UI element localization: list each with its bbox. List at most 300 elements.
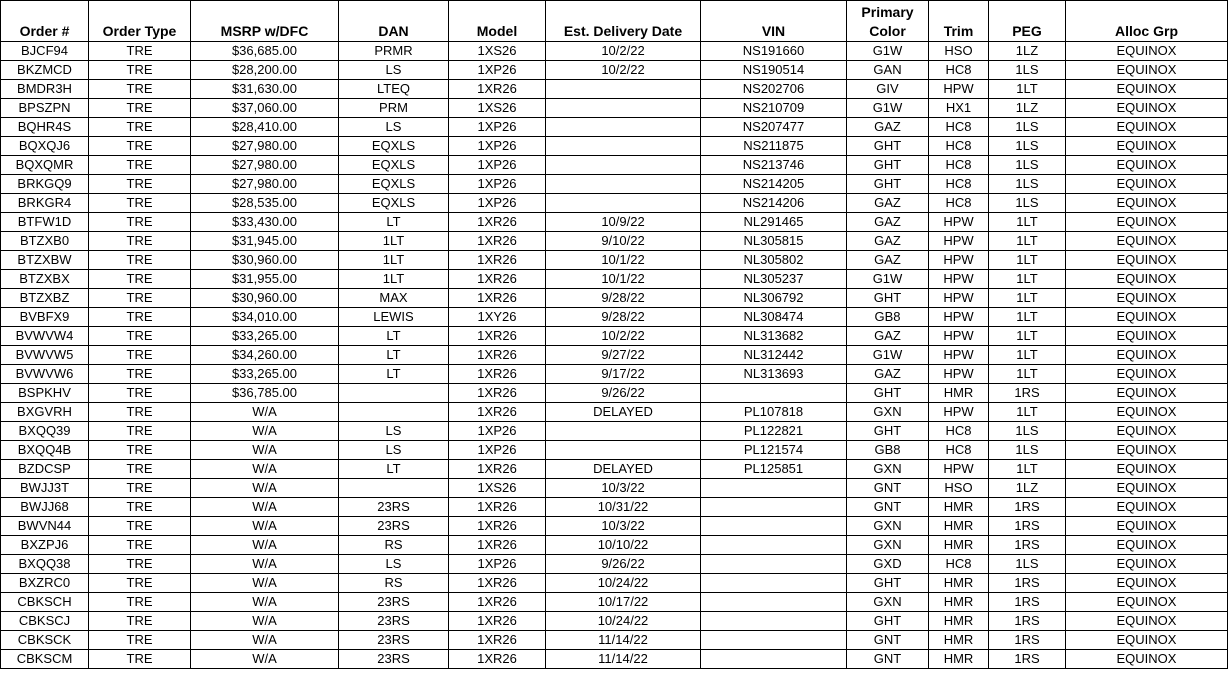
cell-peg[interactable]: 1LT [989, 403, 1066, 422]
cell-trim[interactable]: HPW [929, 403, 989, 422]
cell-alloc-grp[interactable]: EQUINOX [1066, 403, 1228, 422]
cell-peg[interactable]: 1LT [989, 365, 1066, 384]
cell-peg[interactable]: 1RS [989, 650, 1066, 669]
col-header-order[interactable]: Order # [1, 1, 89, 42]
cell-dan[interactable]: LT [339, 460, 449, 479]
cell-order-type[interactable]: TRE [89, 270, 191, 289]
cell-primary-color[interactable]: GAZ [847, 251, 929, 270]
cell-trim[interactable]: HMR [929, 517, 989, 536]
cell-alloc-grp[interactable]: EQUINOX [1066, 346, 1228, 365]
cell-peg[interactable]: 1RS [989, 631, 1066, 650]
cell-alloc-grp[interactable]: EQUINOX [1066, 441, 1228, 460]
cell-dan[interactable]: 1LT [339, 232, 449, 251]
cell-primary-color[interactable]: GAZ [847, 118, 929, 137]
cell-primary-color[interactable]: GNT [847, 631, 929, 650]
cell-order-type[interactable]: TRE [89, 593, 191, 612]
cell-est-delivery[interactable]: 9/27/22 [546, 346, 701, 365]
cell-order[interactable]: BRKGR4 [1, 194, 89, 213]
cell-msrp[interactable]: W/A [191, 536, 339, 555]
cell-model[interactable]: 1XR26 [449, 574, 546, 593]
cell-msrp[interactable]: $30,960.00 [191, 251, 339, 270]
cell-trim[interactable]: HC8 [929, 118, 989, 137]
cell-order-type[interactable]: TRE [89, 536, 191, 555]
cell-model[interactable]: 1XR26 [449, 346, 546, 365]
cell-est-delivery[interactable]: 10/2/22 [546, 61, 701, 80]
cell-vin[interactable] [701, 631, 847, 650]
cell-model[interactable]: 1XP26 [449, 441, 546, 460]
cell-primary-color[interactable]: GAZ [847, 327, 929, 346]
cell-trim[interactable]: HPW [929, 346, 989, 365]
cell-primary-color[interactable]: GNT [847, 498, 929, 517]
cell-peg[interactable]: 1LT [989, 80, 1066, 99]
col-header-order-type[interactable]: Order Type [89, 1, 191, 42]
cell-vin[interactable] [701, 498, 847, 517]
cell-primary-color[interactable]: GXN [847, 403, 929, 422]
cell-msrp[interactable]: $31,955.00 [191, 270, 339, 289]
cell-vin[interactable]: NS191660 [701, 42, 847, 61]
cell-msrp[interactable]: $31,945.00 [191, 232, 339, 251]
cell-model[interactable]: 1XR26 [449, 460, 546, 479]
cell-msrp[interactable]: W/A [191, 403, 339, 422]
cell-model[interactable]: 1XR26 [449, 365, 546, 384]
cell-primary-color[interactable]: GHT [847, 156, 929, 175]
cell-order[interactable]: BKZMCD [1, 61, 89, 80]
cell-order-type[interactable]: TRE [89, 403, 191, 422]
cell-est-delivery[interactable]: 9/17/22 [546, 365, 701, 384]
cell-vin[interactable] [701, 384, 847, 403]
cell-vin[interactable]: NL305815 [701, 232, 847, 251]
cell-peg[interactable]: 1LT [989, 270, 1066, 289]
cell-dan[interactable]: PRM [339, 99, 449, 118]
cell-primary-color[interactable]: G1W [847, 270, 929, 289]
cell-est-delivery[interactable] [546, 422, 701, 441]
cell-order-type[interactable]: TRE [89, 517, 191, 536]
col-header-est-delivery[interactable]: Est. Delivery Date [546, 1, 701, 42]
cell-peg[interactable]: 1LS [989, 156, 1066, 175]
cell-trim[interactable]: HC8 [929, 156, 989, 175]
cell-primary-color[interactable]: G1W [847, 42, 929, 61]
cell-vin[interactable]: NS210709 [701, 99, 847, 118]
cell-vin[interactable]: NL291465 [701, 213, 847, 232]
cell-order[interactable]: BVWVW4 [1, 327, 89, 346]
cell-primary-color[interactable]: GIV [847, 80, 929, 99]
cell-alloc-grp[interactable]: EQUINOX [1066, 517, 1228, 536]
cell-dan[interactable]: LS [339, 422, 449, 441]
cell-dan[interactable]: EQXLS [339, 156, 449, 175]
cell-trim[interactable]: HPW [929, 232, 989, 251]
cell-order[interactable]: BSPKHV [1, 384, 89, 403]
cell-model[interactable]: 1XR26 [449, 593, 546, 612]
cell-peg[interactable]: 1LS [989, 175, 1066, 194]
cell-dan[interactable]: RS [339, 536, 449, 555]
cell-peg[interactable]: 1LS [989, 441, 1066, 460]
cell-peg[interactable]: 1RS [989, 612, 1066, 631]
cell-est-delivery[interactable]: 10/1/22 [546, 251, 701, 270]
cell-peg[interactable]: 1RS [989, 593, 1066, 612]
cell-order-type[interactable]: TRE [89, 99, 191, 118]
cell-order[interactable]: BWJJ68 [1, 498, 89, 517]
cell-est-delivery[interactable]: 10/2/22 [546, 327, 701, 346]
cell-msrp[interactable]: W/A [191, 517, 339, 536]
cell-trim[interactable]: HPW [929, 80, 989, 99]
col-header-model[interactable]: Model [449, 1, 546, 42]
col-header-alloc-grp[interactable]: Alloc Grp [1066, 1, 1228, 42]
cell-order[interactable]: BVBFX9 [1, 308, 89, 327]
cell-order[interactable]: BXQQ39 [1, 422, 89, 441]
cell-peg[interactable]: 1LT [989, 327, 1066, 346]
cell-est-delivery[interactable] [546, 80, 701, 99]
cell-alloc-grp[interactable]: EQUINOX [1066, 213, 1228, 232]
cell-vin[interactable]: NS214205 [701, 175, 847, 194]
cell-order[interactable]: BQXQMR [1, 156, 89, 175]
cell-msrp[interactable]: W/A [191, 422, 339, 441]
cell-order-type[interactable]: TRE [89, 346, 191, 365]
cell-est-delivery[interactable]: 11/14/22 [546, 631, 701, 650]
cell-alloc-grp[interactable]: EQUINOX [1066, 270, 1228, 289]
cell-est-delivery[interactable]: 9/26/22 [546, 384, 701, 403]
cell-order-type[interactable]: TRE [89, 213, 191, 232]
cell-dan[interactable]: LTEQ [339, 80, 449, 99]
cell-est-delivery[interactable]: 10/31/22 [546, 498, 701, 517]
cell-est-delivery[interactable]: 10/10/22 [546, 536, 701, 555]
cell-primary-color[interactable]: G1W [847, 99, 929, 118]
cell-order[interactable]: BXZPJ6 [1, 536, 89, 555]
cell-vin[interactable] [701, 536, 847, 555]
cell-model[interactable]: 1XP26 [449, 175, 546, 194]
cell-dan[interactable]: LS [339, 441, 449, 460]
cell-alloc-grp[interactable]: EQUINOX [1066, 650, 1228, 669]
cell-trim[interactable]: HPW [929, 308, 989, 327]
cell-order-type[interactable]: TRE [89, 612, 191, 631]
cell-model[interactable]: 1XP26 [449, 118, 546, 137]
cell-alloc-grp[interactable]: EQUINOX [1066, 327, 1228, 346]
cell-model[interactable]: 1XR26 [449, 289, 546, 308]
cell-trim[interactable]: HMR [929, 498, 989, 517]
cell-trim[interactable]: HC8 [929, 555, 989, 574]
cell-primary-color[interactable]: GAZ [847, 232, 929, 251]
cell-order[interactable]: BTZXB0 [1, 232, 89, 251]
cell-alloc-grp[interactable]: EQUINOX [1066, 631, 1228, 650]
cell-vin[interactable]: NS190514 [701, 61, 847, 80]
cell-vin[interactable] [701, 650, 847, 669]
cell-model[interactable]: 1XP26 [449, 194, 546, 213]
cell-order-type[interactable]: TRE [89, 251, 191, 270]
cell-peg[interactable]: 1RS [989, 384, 1066, 403]
cell-msrp[interactable]: $33,265.00 [191, 327, 339, 346]
cell-msrp[interactable]: $33,430.00 [191, 213, 339, 232]
cell-peg[interactable]: 1RS [989, 517, 1066, 536]
cell-order-type[interactable]: TRE [89, 80, 191, 99]
cell-msrp[interactable]: $28,535.00 [191, 194, 339, 213]
cell-model[interactable]: 1XS26 [449, 479, 546, 498]
cell-order-type[interactable]: TRE [89, 555, 191, 574]
cell-alloc-grp[interactable]: EQUINOX [1066, 42, 1228, 61]
cell-alloc-grp[interactable]: EQUINOX [1066, 308, 1228, 327]
cell-model[interactable]: 1XR26 [449, 232, 546, 251]
cell-peg[interactable]: 1LS [989, 61, 1066, 80]
cell-model[interactable]: 1XR26 [449, 403, 546, 422]
cell-peg[interactable]: 1LZ [989, 42, 1066, 61]
cell-est-delivery[interactable]: 10/3/22 [546, 517, 701, 536]
cell-dan[interactable]: PRMR [339, 42, 449, 61]
cell-dan[interactable]: LT [339, 327, 449, 346]
cell-est-delivery[interactable] [546, 99, 701, 118]
cell-order-type[interactable]: TRE [89, 498, 191, 517]
cell-order[interactable]: BZDCSP [1, 460, 89, 479]
cell-dan[interactable]: EQXLS [339, 194, 449, 213]
cell-order[interactable]: BPSZPN [1, 99, 89, 118]
cell-dan[interactable]: LS [339, 555, 449, 574]
cell-trim[interactable]: HMR [929, 536, 989, 555]
cell-dan[interactable]: LT [339, 365, 449, 384]
cell-msrp[interactable]: $27,980.00 [191, 156, 339, 175]
cell-order-type[interactable]: TRE [89, 422, 191, 441]
cell-trim[interactable]: HC8 [929, 175, 989, 194]
cell-trim[interactable]: HC8 [929, 194, 989, 213]
cell-alloc-grp[interactable]: EQUINOX [1066, 137, 1228, 156]
cell-alloc-grp[interactable]: EQUINOX [1066, 289, 1228, 308]
col-header-trim[interactable]: Trim [929, 1, 989, 42]
cell-est-delivery[interactable] [546, 137, 701, 156]
cell-order-type[interactable]: TRE [89, 574, 191, 593]
cell-primary-color[interactable]: GHT [847, 574, 929, 593]
cell-order-type[interactable]: TRE [89, 631, 191, 650]
cell-alloc-grp[interactable]: EQUINOX [1066, 479, 1228, 498]
cell-alloc-grp[interactable]: EQUINOX [1066, 498, 1228, 517]
cell-model[interactable]: 1XY26 [449, 308, 546, 327]
cell-primary-color[interactable]: GB8 [847, 308, 929, 327]
col-header-primary-color[interactable]: Primary Color [847, 1, 929, 42]
cell-msrp[interactable]: W/A [191, 498, 339, 517]
cell-msrp[interactable]: W/A [191, 479, 339, 498]
cell-primary-color[interactable]: GHT [847, 289, 929, 308]
cell-est-delivery[interactable] [546, 175, 701, 194]
cell-order-type[interactable]: TRE [89, 460, 191, 479]
cell-est-delivery[interactable]: DELAYED [546, 403, 701, 422]
cell-model[interactable]: 1XS26 [449, 99, 546, 118]
cell-dan[interactable]: LT [339, 213, 449, 232]
cell-vin[interactable]: NL306792 [701, 289, 847, 308]
cell-est-delivery[interactable]: 10/17/22 [546, 593, 701, 612]
cell-primary-color[interactable]: GNT [847, 479, 929, 498]
cell-trim[interactable]: HMR [929, 612, 989, 631]
cell-vin[interactable] [701, 612, 847, 631]
cell-peg[interactable]: 1LT [989, 308, 1066, 327]
cell-model[interactable]: 1XR26 [449, 384, 546, 403]
cell-dan[interactable]: LEWIS [339, 308, 449, 327]
cell-order[interactable]: BQXQJ6 [1, 137, 89, 156]
cell-primary-color[interactable]: GXN [847, 536, 929, 555]
cell-msrp[interactable]: W/A [191, 631, 339, 650]
cell-dan[interactable]: 23RS [339, 498, 449, 517]
cell-alloc-grp[interactable]: EQUINOX [1066, 460, 1228, 479]
cell-order[interactable]: BWVN44 [1, 517, 89, 536]
cell-peg[interactable]: 1LS [989, 194, 1066, 213]
cell-order-type[interactable]: TRE [89, 137, 191, 156]
cell-peg[interactable]: 1LT [989, 213, 1066, 232]
cell-peg[interactable]: 1LT [989, 251, 1066, 270]
cell-dan[interactable]: 23RS [339, 517, 449, 536]
cell-order-type[interactable]: TRE [89, 118, 191, 137]
cell-trim[interactable]: HMR [929, 650, 989, 669]
cell-vin[interactable]: NS213746 [701, 156, 847, 175]
cell-order[interactable]: BVWVW5 [1, 346, 89, 365]
cell-trim[interactable]: HX1 [929, 99, 989, 118]
cell-peg[interactable]: 1LS [989, 555, 1066, 574]
cell-trim[interactable]: HC8 [929, 61, 989, 80]
cell-trim[interactable]: HSO [929, 42, 989, 61]
cell-vin[interactable]: PL107818 [701, 403, 847, 422]
cell-order[interactable]: BTZXBW [1, 251, 89, 270]
cell-alloc-grp[interactable]: EQUINOX [1066, 232, 1228, 251]
cell-order-type[interactable]: TRE [89, 289, 191, 308]
cell-est-delivery[interactable]: 9/26/22 [546, 555, 701, 574]
cell-vin[interactable]: NS207477 [701, 118, 847, 137]
cell-model[interactable]: 1XR26 [449, 80, 546, 99]
cell-order-type[interactable]: TRE [89, 327, 191, 346]
cell-alloc-grp[interactable]: EQUINOX [1066, 365, 1228, 384]
cell-msrp[interactable]: W/A [191, 441, 339, 460]
col-header-msrp[interactable]: MSRP w/DFC [191, 1, 339, 42]
cell-vin[interactable]: NL312442 [701, 346, 847, 365]
cell-est-delivery[interactable]: 9/10/22 [546, 232, 701, 251]
cell-vin[interactable]: NL313693 [701, 365, 847, 384]
cell-dan[interactable]: EQXLS [339, 137, 449, 156]
cell-model[interactable]: 1XR26 [449, 650, 546, 669]
cell-vin[interactable] [701, 555, 847, 574]
cell-vin[interactable]: NL305237 [701, 270, 847, 289]
cell-primary-color[interactable]: GB8 [847, 441, 929, 460]
cell-dan[interactable] [339, 384, 449, 403]
cell-trim[interactable]: HC8 [929, 137, 989, 156]
cell-peg[interactable]: 1RS [989, 536, 1066, 555]
cell-peg[interactable]: 1LZ [989, 479, 1066, 498]
cell-primary-color[interactable]: GHT [847, 137, 929, 156]
cell-vin[interactable]: NL313682 [701, 327, 847, 346]
cell-dan[interactable]: LS [339, 61, 449, 80]
cell-est-delivery[interactable]: 10/24/22 [546, 612, 701, 631]
cell-trim[interactable]: HPW [929, 365, 989, 384]
cell-msrp[interactable]: $36,785.00 [191, 384, 339, 403]
cell-trim[interactable]: HC8 [929, 441, 989, 460]
cell-dan[interactable]: 23RS [339, 631, 449, 650]
cell-msrp[interactable]: W/A [191, 555, 339, 574]
cell-vin[interactable]: PL121574 [701, 441, 847, 460]
cell-alloc-grp[interactable]: EQUINOX [1066, 384, 1228, 403]
cell-order-type[interactable]: TRE [89, 61, 191, 80]
cell-vin[interactable] [701, 574, 847, 593]
cell-msrp[interactable]: $33,265.00 [191, 365, 339, 384]
col-header-peg[interactable]: PEG [989, 1, 1066, 42]
cell-alloc-grp[interactable]: EQUINOX [1066, 118, 1228, 137]
cell-order-type[interactable]: TRE [89, 194, 191, 213]
cell-order[interactable]: BWJJ3T [1, 479, 89, 498]
cell-dan[interactable]: 1LT [339, 270, 449, 289]
cell-trim[interactable]: HC8 [929, 422, 989, 441]
cell-model[interactable]: 1XP26 [449, 61, 546, 80]
cell-alloc-grp[interactable]: EQUINOX [1066, 80, 1228, 99]
cell-est-delivery[interactable]: 10/1/22 [546, 270, 701, 289]
cell-order-type[interactable]: TRE [89, 441, 191, 460]
cell-model[interactable]: 1XP26 [449, 137, 546, 156]
cell-order[interactable]: BTZXBX [1, 270, 89, 289]
cell-dan[interactable] [339, 403, 449, 422]
cell-primary-color[interactable]: GXN [847, 593, 929, 612]
cell-trim[interactable]: HPW [929, 289, 989, 308]
cell-alloc-grp[interactable]: EQUINOX [1066, 536, 1228, 555]
cell-peg[interactable]: 1LT [989, 289, 1066, 308]
cell-trim[interactable]: HPW [929, 213, 989, 232]
cell-msrp[interactable]: $27,980.00 [191, 175, 339, 194]
cell-model[interactable]: 1XR26 [449, 631, 546, 650]
cell-dan[interactable]: EQXLS [339, 175, 449, 194]
cell-vin[interactable] [701, 479, 847, 498]
cell-order[interactable]: BMDR3H [1, 80, 89, 99]
cell-alloc-grp[interactable]: EQUINOX [1066, 555, 1228, 574]
cell-peg[interactable]: 1LS [989, 118, 1066, 137]
cell-primary-color[interactable]: GHT [847, 384, 929, 403]
cell-msrp[interactable]: $27,980.00 [191, 137, 339, 156]
cell-trim[interactable]: HMR [929, 631, 989, 650]
cell-est-delivery[interactable]: 9/28/22 [546, 308, 701, 327]
cell-model[interactable]: 1XR26 [449, 498, 546, 517]
cell-dan[interactable]: MAX [339, 289, 449, 308]
cell-primary-color[interactable]: GAZ [847, 365, 929, 384]
cell-msrp[interactable]: $34,260.00 [191, 346, 339, 365]
cell-dan[interactable]: 1LT [339, 251, 449, 270]
cell-model[interactable]: 1XS26 [449, 42, 546, 61]
cell-vin[interactable]: NL308474 [701, 308, 847, 327]
cell-vin[interactable] [701, 517, 847, 536]
cell-msrp[interactable]: W/A [191, 612, 339, 631]
cell-dan[interactable]: RS [339, 574, 449, 593]
cell-msrp[interactable]: $34,010.00 [191, 308, 339, 327]
cell-trim[interactable]: HSO [929, 479, 989, 498]
cell-order[interactable]: CBKSCM [1, 650, 89, 669]
cell-primary-color[interactable]: GXD [847, 555, 929, 574]
cell-msrp[interactable]: $31,630.00 [191, 80, 339, 99]
cell-primary-color[interactable]: G1W [847, 346, 929, 365]
cell-trim[interactable]: HMR [929, 574, 989, 593]
cell-vin[interactable]: PL122821 [701, 422, 847, 441]
cell-model[interactable]: 1XR26 [449, 213, 546, 232]
cell-order-type[interactable]: TRE [89, 365, 191, 384]
cell-peg[interactable]: 1LZ [989, 99, 1066, 118]
col-header-vin[interactable]: VIN [701, 1, 847, 42]
cell-order[interactable]: BJCF94 [1, 42, 89, 61]
cell-dan[interactable] [339, 479, 449, 498]
cell-trim[interactable]: HMR [929, 384, 989, 403]
cell-order[interactable]: BTZXBZ [1, 289, 89, 308]
cell-est-delivery[interactable]: 10/3/22 [546, 479, 701, 498]
cell-vin[interactable]: PL125851 [701, 460, 847, 479]
cell-primary-color[interactable]: GHT [847, 612, 929, 631]
cell-msrp[interactable]: W/A [191, 650, 339, 669]
cell-order-type[interactable]: TRE [89, 479, 191, 498]
cell-dan[interactable]: LT [339, 346, 449, 365]
cell-peg[interactable]: 1LT [989, 460, 1066, 479]
cell-vin[interactable]: NS202706 [701, 80, 847, 99]
cell-order[interactable]: CBKSCK [1, 631, 89, 650]
cell-peg[interactable]: 1LS [989, 422, 1066, 441]
cell-alloc-grp[interactable]: EQUINOX [1066, 251, 1228, 270]
cell-order[interactable]: BQHR4S [1, 118, 89, 137]
cell-order[interactable]: CBKSCJ [1, 612, 89, 631]
cell-trim[interactable]: HPW [929, 327, 989, 346]
cell-msrp[interactable]: W/A [191, 574, 339, 593]
cell-est-delivery[interactable]: 10/24/22 [546, 574, 701, 593]
cell-msrp[interactable]: W/A [191, 460, 339, 479]
